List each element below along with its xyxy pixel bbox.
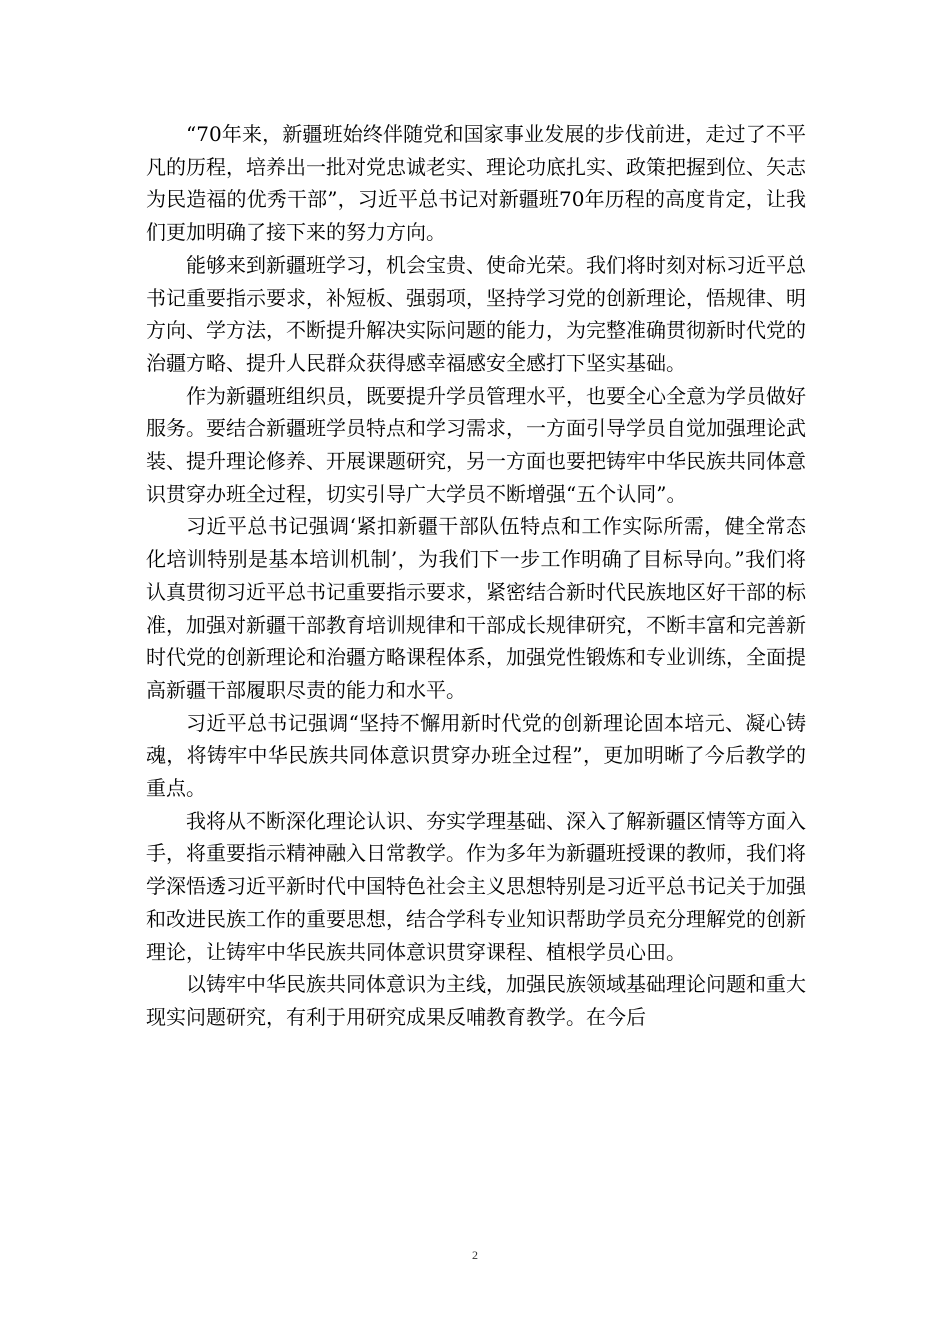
paragraph-5: 习近平总书记强调“坚持不懈用新时代党的创新理论固本培元、凝心铸魂，将铸牢中华民族共同体意识贯穿办班全过程”，更加明晰了今后教学的重点。 [146, 710, 806, 801]
paragraph-2: 能够来到新疆班学习，机会宝贵、使命光荣。我们将时刻对标习近平总书记重要指示要求，补短板、强弱项，坚持学习党的创新理论，悟规律、明方向、学方法，不断提升解决实际问题的能力，为完整准确贯彻新时代党的治疆方略、提升人民群众获得感幸福感安全感打下坚实基础。 [146, 252, 806, 375]
paragraph-6: 我将从不断深化理论认识、夯实学理基础、深入了解新疆区情等方面入手，将重要指示精神融入日常教学。作为多年为新疆班授课的教师，我们将学深悟透习近平新时代中国特色社会主义思想特别是习近平总书记关于加强和改进民族工作的重要思想，结合学科专业知识帮助学员充分理解党的创新理论，让铸牢中华民族共同体意识贯穿课程、植根学员心田。 [146, 808, 806, 964]
paragraph-1: “70年来，新疆班始终伴随党和国家事业发展的步伐前进，走过了不平凡的历程，培养出一批对党忠诚老实、理论功底扎实、政策把握到位、矢志为民造福的优秀干部”，习近平总书记对新疆班70年历程的高度肯定，让我们更加明确了接下来的努力方向。 [146, 122, 806, 245]
paragraph-3: 作为新疆班组织员，既要提升学员管理水平，也要全心全意为学员做好服务。要结合新疆班学员特点和学习需求，一方面引导学员自觉加强理论武装、提升理论修养、开展课题研究，另一方面也要把铸牢中华民族共同体意识贯穿办班全过程，切实引导广大学员不断增强“五个认同”。 [146, 383, 806, 506]
paragraph-7: 以铸牢中华民族共同体意识为主线，加强民族领域基础理论问题和重大现实问题研究，有利于用研究成果反哺教育教学。在今后 [146, 972, 806, 1029]
paragraph-4: 习近平总书记强调‘紧扣新疆干部队伍特点和工作实际所需，健全常态化培训特别是基本培训机制’，为我们下一步工作明确了目标导向。”我们将认真贯彻习近平总书记重要指示要求，紧密结合新时代民族地区好干部的标准，加强对新疆干部教育培训规律和干部成长规律研究，不断丰富和完善新时代党的创新理论和治疆方略课程体系，加强党性锻炼和专业训练，全面提高新疆干部履职尽责的能力和水平。 [146, 514, 806, 702]
document-body [146, 118, 806, 1034]
page-number: 2 [472, 1248, 478, 1262]
